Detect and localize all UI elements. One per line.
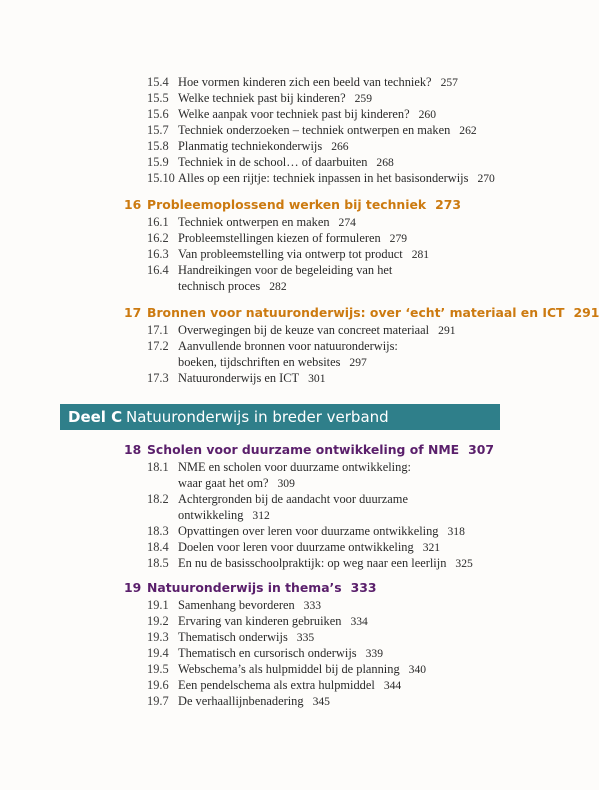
entry-page: 339	[365, 647, 383, 660]
entry-title: Natuuronderwijs en ICT	[178, 371, 300, 385]
entry-title: Opvattingen over leren voor duurzame ontwikkeling	[178, 524, 439, 538]
entry-title-continued: ontwikkeling	[178, 508, 244, 522]
entry-number: 16.1	[147, 215, 169, 229]
entry-title: Van probleemstelling via ontwerp tot product	[178, 247, 403, 261]
entry-title: Welke techniek past bij kinderen?	[178, 91, 346, 105]
entry-number: 18.1	[147, 460, 169, 474]
toc-entry-19-3	[0, 629, 550, 645]
toc-entry-18-1-continued	[0, 475, 550, 491]
toc-entry-17-1	[0, 322, 550, 338]
entry-page: 333	[303, 599, 322, 612]
entry-number: 19.5	[147, 662, 169, 676]
entry-page: 262	[459, 124, 477, 137]
toc-entry-15-10	[0, 170, 550, 186]
entry-page: 297	[349, 356, 367, 369]
entry-title: Hoe vormen kinderen zich een beeld van techniek?	[178, 75, 432, 89]
entry-number: 19.2	[147, 614, 169, 628]
entry-page: 281	[411, 248, 430, 261]
entry-number: 18.2	[147, 492, 169, 506]
entry-title: Thematisch en cursorisch onderwijs	[178, 646, 357, 660]
entry-number: 18.5	[147, 556, 169, 570]
entry-title-continued: technisch proces	[178, 279, 261, 293]
entry-number: 19.4	[147, 646, 169, 660]
toc-entry-16-4	[0, 262, 550, 278]
toc-entry-15-5	[0, 90, 550, 106]
entry-page: 274	[338, 216, 356, 229]
toc-entry-19-1	[0, 597, 550, 613]
entry-page: 344	[383, 679, 402, 692]
chapter-number: 16	[124, 197, 142, 212]
entry-title: En nu de basisschoolpraktijk: op weg naar een leerlijn	[178, 556, 447, 570]
entry-title: Techniek ontwerpen en maken	[178, 215, 330, 229]
chapter-page: 333	[350, 580, 377, 595]
toc-entry-17-2-continued	[0, 354, 550, 370]
chapter-title: Bronnen voor natuuronderwijs: over ‘echt’ materiaal en ICT	[147, 305, 565, 320]
toc-entry-18-2	[0, 491, 550, 507]
entry-page: 321	[422, 541, 441, 554]
entry-page: 340	[408, 663, 427, 676]
entry-number: 15.8	[147, 139, 169, 153]
chapter-heading-17	[0, 304, 599, 322]
entry-number: 15.6	[147, 107, 169, 121]
chapter-heading-18	[0, 441, 550, 459]
entry-number: 15.9	[147, 155, 169, 169]
entry-page: 266	[331, 140, 349, 153]
part-label: Deel C	[68, 408, 123, 426]
entry-title: Ervaring van kinderen gebruiken	[178, 614, 342, 628]
toc-entry-19-4	[0, 645, 550, 661]
entry-page: 259	[354, 92, 372, 105]
entry-number: 15.5	[147, 91, 169, 105]
toc-entry-16-1	[0, 214, 550, 230]
entry-page: 279	[389, 232, 408, 245]
part-banner	[60, 404, 500, 430]
toc-entry-18-4	[0, 539, 550, 555]
entry-number: 15.10	[147, 171, 175, 185]
entry-title: Doelen voor leren voor duurzame ontwikkeling	[178, 540, 414, 554]
entry-page: 312	[252, 509, 270, 522]
chapter-page: 307	[468, 442, 494, 457]
entry-page: 282	[269, 280, 287, 293]
toc-entry-19-6	[0, 677, 550, 693]
entry-page: 260	[418, 108, 436, 121]
toc-entry-17-2	[0, 338, 550, 354]
entry-title: Overwegingen bij de keuze van concreet materiaal	[178, 323, 430, 337]
chapter-page: 273	[435, 197, 462, 212]
toc-entry-17-3	[0, 370, 550, 386]
entry-page: 291	[438, 324, 456, 337]
toc-entry-15-6	[0, 106, 550, 122]
chapter-number: 18	[124, 442, 142, 457]
part-title: Natuuronderwijs in breder verband	[126, 408, 389, 426]
entry-page: 335	[296, 631, 315, 644]
toc-entry-18-5	[0, 555, 550, 571]
entry-page: 270	[477, 172, 495, 185]
toc-entry-15-9	[0, 154, 550, 170]
entry-title: Probleemstellingen kiezen of formuleren	[178, 231, 381, 245]
entry-title: Een pendelschema als extra hulpmiddel	[178, 678, 375, 692]
entry-number: 18.3	[147, 524, 169, 538]
entry-number: 15.7	[147, 123, 169, 137]
toc-entry-19-5	[0, 661, 550, 677]
chapter-title: Probleemoplossend werken bij techniek	[147, 197, 427, 212]
entry-page: 301	[308, 372, 326, 385]
toc-entry-18-2-continued	[0, 507, 550, 523]
entry-title: De verhaallijnbenadering	[178, 694, 304, 708]
chapter-number: 17	[124, 305, 142, 320]
entry-number: 19.6	[147, 678, 169, 692]
entry-number: 19.1	[147, 598, 169, 612]
chapter-title: Scholen voor duurzame ontwikkeling of NME	[147, 442, 460, 457]
entry-title: Webschema’s als hulpmiddel bij de planning	[178, 662, 400, 676]
entry-number: 17.1	[147, 323, 169, 337]
entry-title: Welke aanpak voor techniek past bij kinderen?	[178, 107, 410, 121]
chapter-title: Natuuronderwijs in thema’s	[147, 580, 342, 595]
entry-number: 19.7	[147, 694, 169, 708]
entry-title: Techniek onderzoeken – techniek ontwerpen en maken	[178, 123, 451, 137]
entry-page: 334	[350, 615, 368, 628]
entry-number: 19.3	[147, 630, 169, 644]
toc-entry-18-3	[0, 523, 550, 539]
entry-page: 257	[440, 76, 458, 89]
entry-number: 16.3	[147, 247, 169, 261]
chapter-page: 291	[573, 305, 599, 320]
entry-title: Alles op een rijtje: techniek inpassen in het basisonderwijs	[178, 171, 469, 185]
toc-entry-15-7	[0, 122, 550, 138]
entry-number: 17.2	[147, 339, 169, 353]
chapter-heading-19	[0, 579, 550, 597]
entry-page: 325	[455, 557, 473, 570]
toc-entry-16-2	[0, 230, 550, 246]
entry-page: 345	[312, 695, 330, 708]
entry-title: NME en scholen voor duurzame ontwikkeling:	[178, 460, 411, 474]
entry-page: 309	[277, 477, 295, 490]
toc-entry-15-4	[0, 74, 550, 90]
entry-title: Handreikingen voor de begeleiding van het	[178, 263, 393, 277]
entry-title-continued: boeken, tijdschriften en websites	[178, 355, 341, 369]
chapter-number: 19	[124, 580, 142, 595]
entry-title: Thematisch onderwijs	[178, 630, 288, 644]
entry-page: 318	[447, 525, 465, 538]
toc-entry-18-1	[0, 459, 550, 475]
entry-number: 18.4	[147, 540, 169, 554]
entry-title: Techniek in de school… of daarbuiten	[178, 155, 368, 169]
toc-entry-16-4-continued	[0, 278, 550, 294]
entry-number: 17.3	[147, 371, 169, 385]
entry-number: 16.2	[147, 231, 169, 245]
entry-title: Aanvullende bronnen voor natuuronderwijs:	[178, 339, 398, 353]
entry-title: Planmatig techniekonderwijs	[178, 139, 323, 153]
toc-entry-19-7	[0, 693, 550, 709]
entry-number: 15.4	[147, 75, 169, 89]
entry-title: Achtergronden bij de aandacht voor duurzame	[178, 492, 408, 506]
entry-page: 268	[376, 156, 394, 169]
entry-title: Samenhang bevorderen	[178, 598, 295, 612]
toc-entry-16-3	[0, 246, 550, 262]
chapter-heading-16	[0, 196, 550, 214]
entry-number: 16.4	[147, 263, 169, 277]
entry-title-continued: waar gaat het om?	[178, 476, 269, 490]
toc-entry-19-2	[0, 613, 550, 629]
toc-entry-15-8	[0, 138, 550, 154]
